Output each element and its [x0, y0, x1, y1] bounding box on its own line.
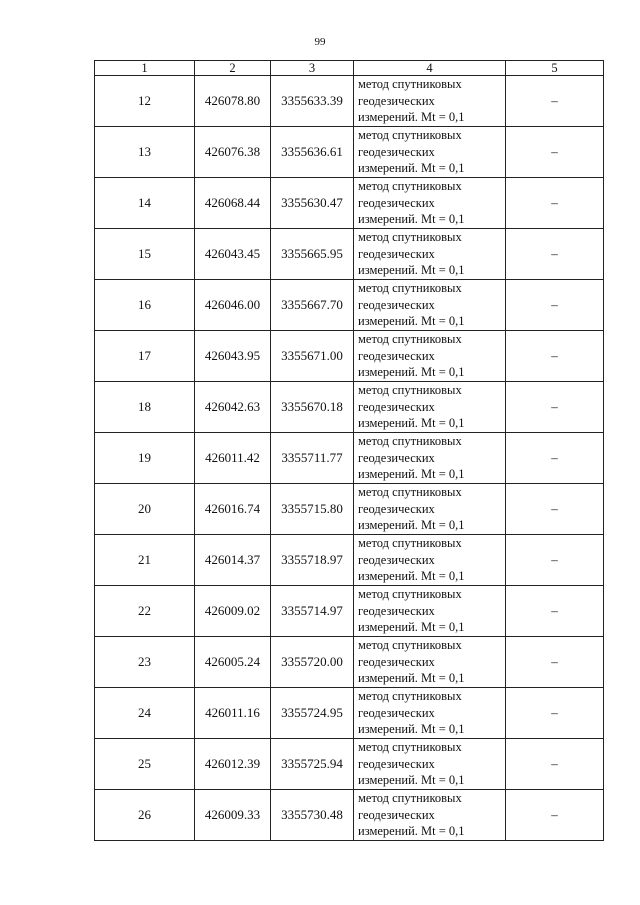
method-text-line: геодезических	[358, 705, 435, 720]
point-number-cell: 21	[95, 535, 195, 586]
method-text-line: геодезических	[358, 654, 435, 669]
table-row	[95, 637, 604, 688]
accuracy-cell: –	[506, 331, 604, 382]
method-cell	[354, 739, 506, 790]
point-number-cell: 23	[95, 637, 195, 688]
method-text-line: геодезических	[358, 756, 435, 771]
method-text-line: геодезических	[358, 195, 435, 210]
y-coordinate-cell: 3355725.94	[271, 739, 354, 790]
x-coordinate-cell: 426011.42	[195, 433, 271, 484]
table-row	[95, 76, 604, 127]
method-text-line: метод спутниковых	[358, 128, 462, 143]
x-coordinate-cell: 426078.80	[195, 76, 271, 127]
y-coordinate-cell: 3355714.97	[271, 586, 354, 637]
method-cell	[354, 229, 506, 280]
method-cell	[354, 331, 506, 382]
point-number-cell: 14	[95, 178, 195, 229]
accuracy-cell: –	[506, 739, 604, 790]
x-coordinate-cell: 426046.00	[195, 280, 271, 331]
table-row	[95, 790, 604, 841]
y-coordinate-cell: 3355630.47	[271, 178, 354, 229]
header-col-5: 5	[506, 61, 604, 76]
method-text-line: метод спутниковых	[358, 434, 462, 449]
point-number-cell: 20	[95, 484, 195, 535]
table-row	[95, 688, 604, 739]
table-row	[95, 280, 604, 331]
point-number-cell: 15	[95, 229, 195, 280]
accuracy-cell: –	[506, 433, 604, 484]
table-body	[95, 76, 604, 841]
header-col-1: 1	[95, 61, 195, 76]
method-cell	[354, 688, 506, 739]
method-text-line: метод спутниковых	[358, 485, 462, 500]
method-cell	[354, 484, 506, 535]
method-text-line: измерений. Mt = 0,1	[358, 620, 465, 635]
accuracy-cell: –	[506, 229, 604, 280]
accuracy-cell: –	[506, 76, 604, 127]
method-cell	[354, 280, 506, 331]
table-row	[95, 229, 604, 280]
method-text-line: метод спутниковых	[358, 689, 462, 704]
x-coordinate-cell: 426009.33	[195, 790, 271, 841]
x-coordinate-cell: 426011.16	[195, 688, 271, 739]
method-text-line: измерений. Mt = 0,1	[358, 314, 465, 329]
method-cell	[354, 178, 506, 229]
x-coordinate-cell: 426016.74	[195, 484, 271, 535]
method-text-line: метод спутниковых	[358, 383, 462, 398]
table-row	[95, 535, 604, 586]
x-coordinate-cell: 426014.37	[195, 535, 271, 586]
method-text-line: метод спутниковых	[358, 281, 462, 296]
y-coordinate-cell: 3355670.18	[271, 382, 354, 433]
method-text-line: измерений. Mt = 0,1	[358, 773, 465, 788]
method-text-line: метод спутниковых	[358, 638, 462, 653]
method-text-line: геодезических	[358, 348, 435, 363]
method-text-line: метод спутниковых	[358, 230, 462, 245]
method-text-line: измерений. Mt = 0,1	[358, 161, 465, 176]
method-text-line: геодезических	[358, 450, 435, 465]
table-row	[95, 178, 604, 229]
method-cell	[354, 382, 506, 433]
table-row	[95, 331, 604, 382]
method-text-line: геодезических	[358, 603, 435, 618]
accuracy-cell: –	[506, 586, 604, 637]
method-cell	[354, 790, 506, 841]
table-row	[95, 382, 604, 433]
y-coordinate-cell: 3355667.70	[271, 280, 354, 331]
method-cell	[354, 637, 506, 688]
table-row	[95, 433, 604, 484]
point-number-cell: 24	[95, 688, 195, 739]
x-coordinate-cell: 426005.24	[195, 637, 271, 688]
method-text-line: измерений. Mt = 0,1	[358, 263, 465, 278]
table-row	[95, 586, 604, 637]
y-coordinate-cell: 3355665.95	[271, 229, 354, 280]
y-coordinate-cell: 3355633.39	[271, 76, 354, 127]
method-text-line: геодезических	[358, 501, 435, 516]
y-coordinate-cell: 3355720.00	[271, 637, 354, 688]
method-text-line: метод спутниковых	[358, 791, 462, 806]
x-coordinate-cell: 426043.45	[195, 229, 271, 280]
y-coordinate-cell: 3355730.48	[271, 790, 354, 841]
method-text-line: геодезических	[358, 399, 435, 414]
accuracy-cell: –	[506, 382, 604, 433]
point-number-cell: 22	[95, 586, 195, 637]
method-text-line: метод спутниковых	[358, 332, 462, 347]
method-text-line: измерений. Mt = 0,1	[358, 722, 465, 737]
method-cell	[354, 76, 506, 127]
table-row	[95, 484, 604, 535]
point-number-cell: 12	[95, 76, 195, 127]
method-text-line: измерений. Mt = 0,1	[358, 824, 465, 839]
method-text-line: метод спутниковых	[358, 536, 462, 551]
point-number-cell: 25	[95, 739, 195, 790]
point-number-cell: 18	[95, 382, 195, 433]
accuracy-cell: –	[506, 790, 604, 841]
point-number-cell: 26	[95, 790, 195, 841]
table-row	[95, 127, 604, 178]
header-row	[95, 61, 604, 76]
y-coordinate-cell: 3355711.77	[271, 433, 354, 484]
method-text-line: измерений. Mt = 0,1	[358, 467, 465, 482]
x-coordinate-cell: 426076.38	[195, 127, 271, 178]
x-coordinate-cell: 426012.39	[195, 739, 271, 790]
header-col-3: 3	[271, 61, 354, 76]
point-number-cell: 19	[95, 433, 195, 484]
method-cell	[354, 433, 506, 484]
x-coordinate-cell: 426042.63	[195, 382, 271, 433]
header-col-4: 4	[354, 61, 506, 76]
y-coordinate-cell: 3355715.80	[271, 484, 354, 535]
method-text-line: метод спутниковых	[358, 179, 462, 194]
method-text-line: геодезических	[358, 807, 435, 822]
method-text-line: геодезических	[358, 246, 435, 261]
method-text-line: измерений. Mt = 0,1	[358, 365, 465, 380]
header-col-2: 2	[195, 61, 271, 76]
method-text-line: измерений. Mt = 0,1	[358, 416, 465, 431]
y-coordinate-cell: 3355671.00	[271, 331, 354, 382]
accuracy-cell: –	[506, 688, 604, 739]
page-number: 99	[314, 36, 326, 48]
point-number-cell: 13	[95, 127, 195, 178]
method-text-line: измерений. Mt = 0,1	[358, 671, 465, 686]
point-number-cell: 17	[95, 331, 195, 382]
table-row	[95, 739, 604, 790]
x-coordinate-cell: 426068.44	[195, 178, 271, 229]
method-text-line: измерений. Mt = 0,1	[358, 518, 465, 533]
method-cell	[354, 535, 506, 586]
method-text-line: геодезических	[358, 552, 435, 567]
point-number-cell: 16	[95, 280, 195, 331]
method-text-line: измерений. Mt = 0,1	[358, 110, 465, 125]
accuracy-cell: –	[506, 280, 604, 331]
method-text-line: метод спутниковых	[358, 77, 462, 92]
y-coordinate-cell: 3355718.97	[271, 535, 354, 586]
y-coordinate-cell: 3355636.61	[271, 127, 354, 178]
coordinates-table	[94, 60, 604, 841]
table-header	[95, 61, 604, 76]
x-coordinate-cell: 426009.02	[195, 586, 271, 637]
accuracy-cell: –	[506, 484, 604, 535]
method-text-line: метод спутниковых	[358, 740, 462, 755]
method-text-line: измерений. Mt = 0,1	[358, 569, 465, 584]
accuracy-cell: –	[506, 127, 604, 178]
method-text-line: измерений. Mt = 0,1	[358, 212, 465, 227]
method-text-line: геодезических	[358, 93, 435, 108]
method-cell	[354, 586, 506, 637]
method-cell	[354, 127, 506, 178]
x-coordinate-cell: 426043.95	[195, 331, 271, 382]
method-text-line: геодезических	[358, 297, 435, 312]
y-coordinate-cell: 3355724.95	[271, 688, 354, 739]
accuracy-cell: –	[506, 178, 604, 229]
accuracy-cell: –	[506, 535, 604, 586]
method-text-line: метод спутниковых	[358, 587, 462, 602]
accuracy-cell: –	[506, 637, 604, 688]
method-text-line: геодезических	[358, 144, 435, 159]
